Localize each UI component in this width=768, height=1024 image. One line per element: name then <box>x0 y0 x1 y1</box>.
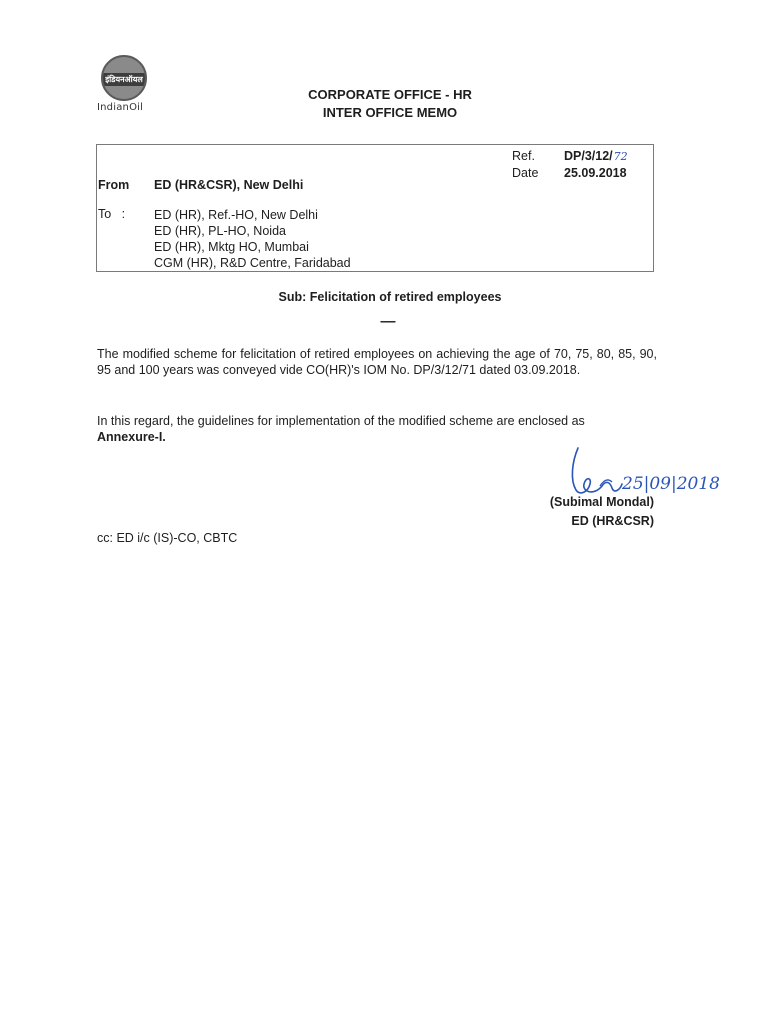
signer-name: (Subimal Mondal) <box>549 495 654 509</box>
ref-row <box>512 148 628 165</box>
ref-value <box>564 148 628 165</box>
memo-header <box>220 86 560 122</box>
to-recipient: ED (HR), Ref.-HO, New Delhi <box>154 208 318 222</box>
ref-handwritten-number: 72 <box>613 150 628 163</box>
from-value: ED (HR&CSR), New Delhi <box>154 178 304 192</box>
from-label: From <box>98 178 130 192</box>
para2-text: In this regard, the guidelines for implementation of the modified scheme are enclosed as <box>97 414 585 428</box>
from-row <box>98 178 303 192</box>
date-row <box>512 165 628 181</box>
date-value: 25.09.2018 <box>564 166 627 180</box>
indianoil-logo <box>97 55 157 117</box>
date-label: Date <box>512 166 539 180</box>
signer-designation: ED (HR&CSR) <box>571 514 654 528</box>
to-recipient: CGM (HR), R&D Centre, Faridabad <box>154 256 351 270</box>
body-paragraph-1: The modified scheme for felicitation of retired employees on achieving the age of 70, 75, 80, 85, 90, 95 and 100 years was conveyed vide CO(HR)'s IOM No. DP/3/12/71 dated 03.09.2018. <box>97 347 657 377</box>
ref-block <box>512 148 628 181</box>
logo-hindi-text: इंडियनऑयल <box>103 73 145 86</box>
cc-line: cc: ED i/c (IS)-CO, CBTC <box>97 531 238 545</box>
to-label: To : <box>98 207 126 221</box>
to-recipient: ED (HR), PL-HO, Noida <box>154 224 286 238</box>
annexure-reference: Annexure-I. <box>97 430 166 444</box>
memo-details-box <box>96 144 654 272</box>
to-recipient: ED (HR), Mktg HO, Mumbai <box>154 240 309 254</box>
ref-number: DP/3/12/ <box>564 149 613 163</box>
signer-block <box>480 493 654 531</box>
signature-date: 25|09|2018 <box>622 474 720 494</box>
logo-text: IndianOil <box>97 102 144 113</box>
indianoil-logo-icon <box>101 55 147 101</box>
subject-separator: ----- <box>380 314 395 328</box>
to-list <box>154 207 351 271</box>
memo-subject: Sub: Felicitation of retired employees <box>278 290 502 304</box>
ref-label: Ref. <box>512 149 535 163</box>
header-memo-type: INTER OFFICE MEMO <box>322 105 458 120</box>
header-office: CORPORATE OFFICE - HR <box>308 87 472 102</box>
to-row <box>98 207 351 271</box>
